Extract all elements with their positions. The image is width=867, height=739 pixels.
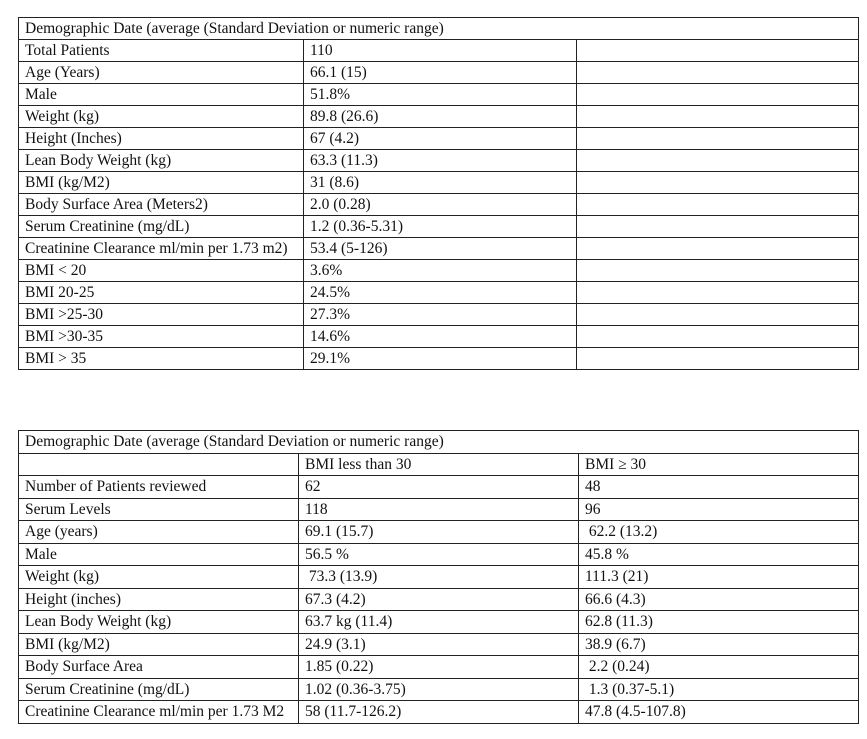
value-cell: 29.1% — [304, 348, 577, 370]
table-row — [19, 498, 859, 521]
table-row — [19, 678, 859, 701]
table-row — [19, 172, 859, 194]
table-row — [19, 701, 859, 724]
table-row — [19, 611, 859, 634]
value-cell: 67.3 (4.2) — [299, 588, 579, 611]
value-cell — [577, 326, 859, 348]
value-cell — [577, 84, 859, 106]
row-label-cell: BMI 20-25 — [19, 282, 304, 304]
value-cell: 31 (8.6) — [304, 172, 577, 194]
value-cell: BMI less than 30 — [299, 453, 579, 476]
value-cell: 45.8 % — [579, 543, 859, 566]
table-row — [19, 633, 859, 656]
table-row — [19, 62, 859, 84]
table-row — [19, 282, 859, 304]
table-row — [19, 128, 859, 150]
table-title: Demographic Date (average (Standard Deviation or numeric range) — [19, 431, 859, 454]
value-cell: 14.6% — [304, 326, 577, 348]
value-cell: 51.8% — [304, 84, 577, 106]
table-row — [19, 194, 859, 216]
table-row — [19, 238, 859, 260]
value-cell — [577, 304, 859, 326]
value-cell: BMI ≥ 30 — [579, 453, 859, 476]
value-cell: 48 — [579, 476, 859, 499]
row-label-cell: Weight (kg) — [19, 566, 299, 589]
value-cell: 62.2 (13.2) — [579, 521, 859, 544]
demographics-table-overall — [18, 17, 859, 370]
row-label-cell: BMI > 35 — [19, 348, 304, 370]
table-title-row — [19, 431, 859, 454]
value-cell: 89.8 (26.6) — [304, 106, 577, 128]
row-label-cell: Age (years) — [19, 521, 299, 544]
table-row — [19, 656, 859, 679]
value-cell: 118 — [299, 498, 579, 521]
value-cell — [577, 40, 859, 62]
value-cell: 62 — [299, 476, 579, 499]
row-label-cell: Weight (kg) — [19, 106, 304, 128]
row-label-cell: Serum Creatinine (mg/dL) — [19, 216, 304, 238]
row-label-cell: Height (Inches) — [19, 128, 304, 150]
row-label-cell — [19, 453, 299, 476]
value-cell: 66.6 (4.3) — [579, 588, 859, 611]
row-label-cell: Age (Years) — [19, 62, 304, 84]
value-cell: 1.02 (0.36-3.75) — [299, 678, 579, 701]
value-cell: 63.3 (11.3) — [304, 150, 577, 172]
value-cell: 24.5% — [304, 282, 577, 304]
value-cell: 1.2 (0.36-5.31) — [304, 216, 577, 238]
value-cell: 53.4 (5-126) — [304, 238, 577, 260]
row-label-cell: Serum Creatinine (mg/dL) — [19, 678, 299, 701]
row-label-cell: BMI >30-35 — [19, 326, 304, 348]
value-cell: 96 — [579, 498, 859, 521]
table-row — [19, 543, 859, 566]
table-row — [19, 216, 859, 238]
row-label-cell: Serum Levels — [19, 498, 299, 521]
value-cell: 66.1 (15) — [304, 62, 577, 84]
table-row — [19, 476, 859, 499]
row-label-cell: BMI < 20 — [19, 260, 304, 282]
row-label-cell: Height (inches) — [19, 588, 299, 611]
row-label-cell: BMI (kg/M2) — [19, 172, 304, 194]
table-row — [19, 348, 859, 370]
value-cell: 69.1 (15.7) — [299, 521, 579, 544]
value-cell — [577, 238, 859, 260]
value-cell: 24.9 (3.1) — [299, 633, 579, 656]
table-row — [19, 84, 859, 106]
table-row — [19, 40, 859, 62]
table-row — [19, 521, 859, 544]
row-label-cell: Creatinine Clearance ml/min per 1.73 m2) — [19, 238, 304, 260]
value-cell — [577, 62, 859, 84]
row-label-cell: Creatinine Clearance ml/min per 1.73 M2 — [19, 701, 299, 724]
value-cell: 47.8 (4.5-107.8) — [579, 701, 859, 724]
value-cell: 56.5 % — [299, 543, 579, 566]
value-cell: 2.0 (0.28) — [304, 194, 577, 216]
table-row — [19, 588, 859, 611]
row-label-cell: BMI (kg/M2) — [19, 633, 299, 656]
table-title: Demographic Date (average (Standard Deviation or numeric range) — [19, 18, 859, 40]
value-cell — [577, 260, 859, 282]
table-row — [19, 150, 859, 172]
value-cell — [577, 150, 859, 172]
value-cell — [577, 348, 859, 370]
table-row — [19, 304, 859, 326]
value-cell: 1.3 (0.37-5.1) — [579, 678, 859, 701]
demographics-table-by-bmi — [18, 430, 859, 724]
table-title-row — [19, 18, 859, 40]
value-cell: 1.85 (0.22) — [299, 656, 579, 679]
value-cell: 73.3 (13.9) — [299, 566, 579, 589]
value-cell — [577, 172, 859, 194]
row-label-cell: Lean Body Weight (kg) — [19, 611, 299, 634]
value-cell: 63.7 kg (11.4) — [299, 611, 579, 634]
row-label-cell: Body Surface Area — [19, 656, 299, 679]
value-cell: 3.6% — [304, 260, 577, 282]
row-label-cell: Number of Patients reviewed — [19, 476, 299, 499]
value-cell — [577, 194, 859, 216]
value-cell: 58 (11.7-126.2) — [299, 701, 579, 724]
table-row — [19, 260, 859, 282]
table-row — [19, 453, 859, 476]
table-row — [19, 326, 859, 348]
row-label-cell: Lean Body Weight (kg) — [19, 150, 304, 172]
row-label-cell: BMI >25-30 — [19, 304, 304, 326]
value-cell — [577, 216, 859, 238]
value-cell: 67 (4.2) — [304, 128, 577, 150]
value-cell: 110 — [304, 40, 577, 62]
row-label-cell: Body Surface Area (Meters2) — [19, 194, 304, 216]
value-cell: 38.9 (6.7) — [579, 633, 859, 656]
row-label-cell: Male — [19, 84, 304, 106]
table-row — [19, 566, 859, 589]
value-cell: 111.3 (21) — [579, 566, 859, 589]
value-cell — [577, 106, 859, 128]
row-label-cell: Total Patients — [19, 40, 304, 62]
table-row — [19, 106, 859, 128]
value-cell: 62.8 (11.3) — [579, 611, 859, 634]
value-cell — [577, 128, 859, 150]
value-cell — [577, 282, 859, 304]
value-cell: 27.3% — [304, 304, 577, 326]
value-cell: 2.2 (0.24) — [579, 656, 859, 679]
row-label-cell: Male — [19, 543, 299, 566]
